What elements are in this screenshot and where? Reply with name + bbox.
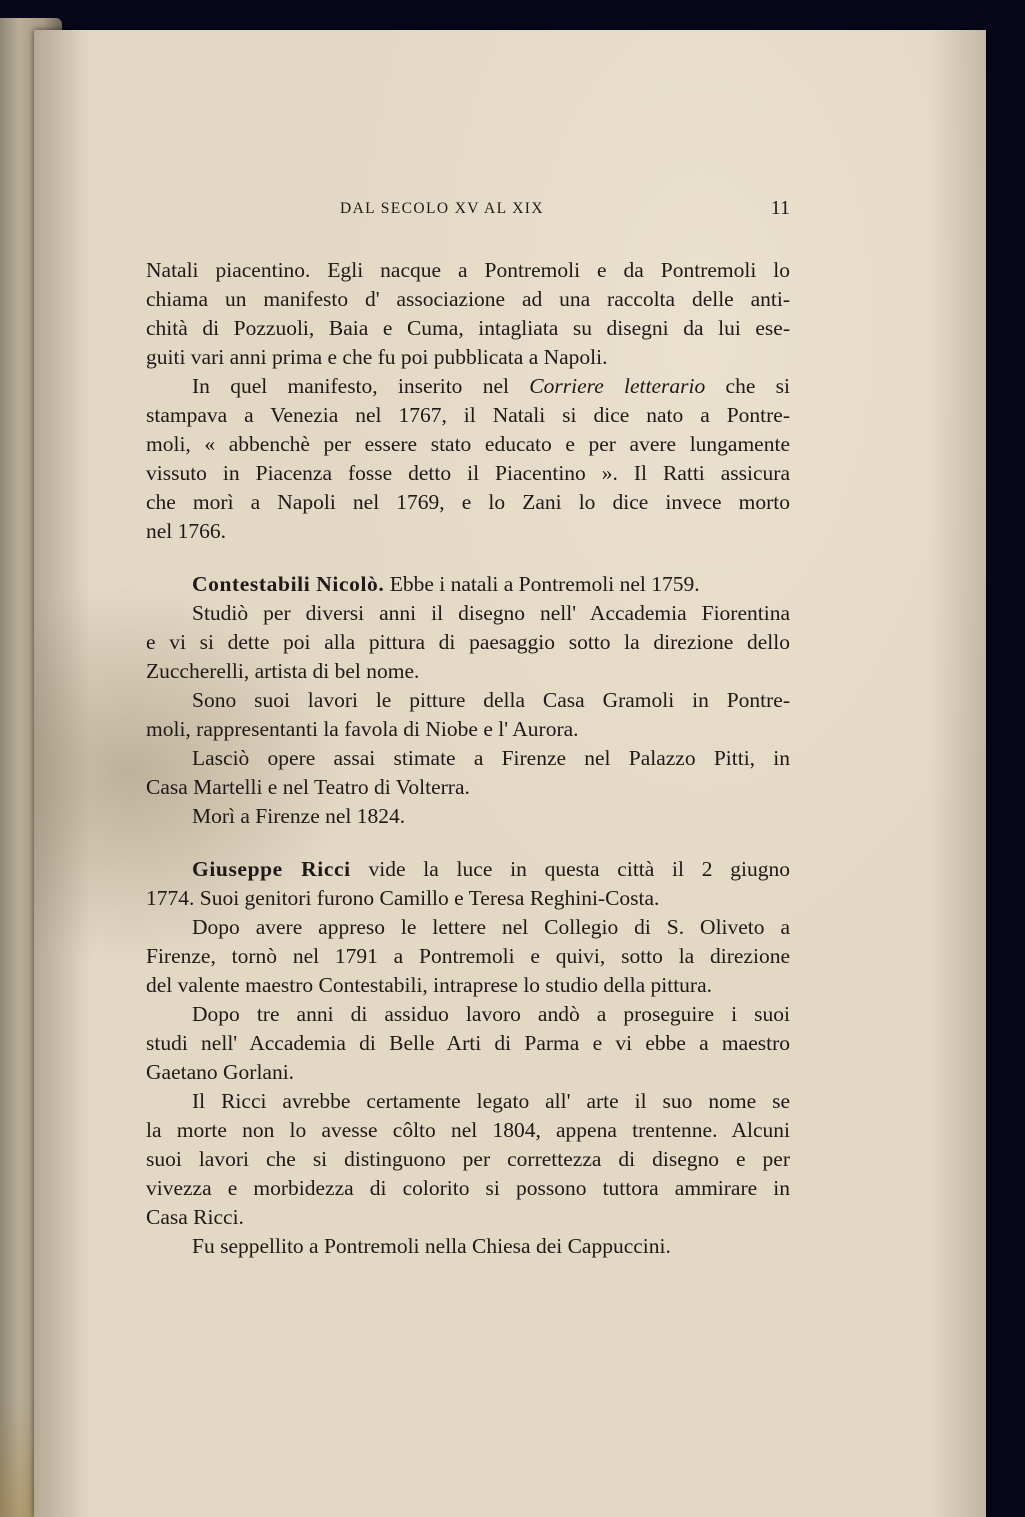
text-line: Dopo avere appreso le lettere nel Collegio di S. Oliveto a <box>192 915 790 939</box>
text-line: del valente maestro Contestabili, intraprese lo studio della pittura. <box>146 973 713 997</box>
page-number: 11 <box>770 197 790 219</box>
text-line: moli, « abbenchè per essere stato educato e per avere lungamente <box>146 432 790 456</box>
text-line: chiama un manifesto d' associazione ad una raccolta delle anti- <box>146 287 790 311</box>
text-line: 1774. Suoi genitori furono Camillo e Teresa Reghini-Costa. <box>146 886 660 910</box>
book-page <box>34 30 986 1517</box>
running-title: DAL SECOLO XV AL XIX <box>340 200 544 217</box>
text-line: studi nell' Accademia di Belle Arti di Parma e vi ebbe a maestro <box>146 1031 790 1055</box>
text-run: Ebbe i natali a Pontremoli nel 1759. <box>384 572 700 596</box>
text-run: che si <box>705 374 790 398</box>
text-line: suoi lavori che si distinguono per correttezza di disegno e per <box>146 1147 790 1171</box>
text-run: vide la luce in questa città il 2 giugno <box>350 857 791 881</box>
page-header <box>146 197 790 226</box>
text-line: la morte non lo avesse côlto nel 1804, appena trentenne. Alcuni <box>146 1118 790 1142</box>
artist-name-ricci: Giuseppe Ricci <box>192 857 351 881</box>
text-line: Dopo tre anni di assiduo lavoro andò a proseguire i suoi <box>192 1002 790 1026</box>
text-line <box>146 372 790 401</box>
text-line: Zuccherelli, artista di bel nome. <box>146 659 420 683</box>
text-line: che morì a Napoli nel 1769, e lo Zani lo dice invece morto <box>146 490 790 514</box>
text-line: Il Ricci avrebbe certamente legato all' arte il suo nome se <box>192 1089 790 1113</box>
text-line: stampava a Venezia nel 1767, il Natali si dice nato a Pontre- <box>146 403 790 427</box>
text-line: chità di Pozzuoli, Baia e Cuma, intagliata su disegni da lui ese- <box>146 316 790 340</box>
text-line: Firenze, tornò nel 1791 a Pontremoli e quivi, sotto la direzione <box>146 944 790 968</box>
text-line: Morì a Firenze nel 1824. <box>192 804 406 828</box>
text-line: Casa Ricci. <box>146 1205 244 1229</box>
journal-title: Corriere letterario <box>529 374 706 398</box>
entry-first-line <box>146 855 790 884</box>
text-line: Gaetano Gorlani. <box>146 1060 295 1084</box>
text-line: Lasciò opere assai stimate a Firenze nel Palazzo Pitti, in <box>192 746 790 770</box>
text-run: In quel manifesto, inserito nel <box>192 374 530 398</box>
text-line: Sono suoi lavori le pitture della Casa Gramoli in Pontre- <box>192 688 790 712</box>
text-line: Studiò per diversi anni il disegno nell' Accademia Fiorentina <box>192 601 790 625</box>
text-line: vissuto in Piacenza fosse detto il Piacentino ». Il Ratti assicura <box>146 461 790 485</box>
text-line: Casa Martelli e nel Teatro di Volterra. <box>146 775 470 799</box>
text-line: moli, rappresentanti la favola di Niobe e l' Aurora. <box>146 717 579 741</box>
entry-first-line <box>146 570 790 599</box>
text-line: Fu seppellito a Pontremoli nella Chiesa dei Cappuccini. <box>192 1234 671 1258</box>
artist-name-contestabili: Contestabili Nicolò. <box>192 572 385 596</box>
text-line: Natali piacentino. Egli nacque a Pontremoli e da Pontremoli lo <box>146 258 790 282</box>
text-line: guiti vari anni prima e che fu poi pubblicata a Napoli. <box>146 345 608 369</box>
text-line: vivezza e morbidezza di colorito si possono tuttora ammirare in <box>146 1176 790 1200</box>
text-line: e vi si dette poi alla pittura di paesaggio sotto la direzione dello <box>146 630 790 654</box>
text-line: nel 1766. <box>146 519 227 543</box>
